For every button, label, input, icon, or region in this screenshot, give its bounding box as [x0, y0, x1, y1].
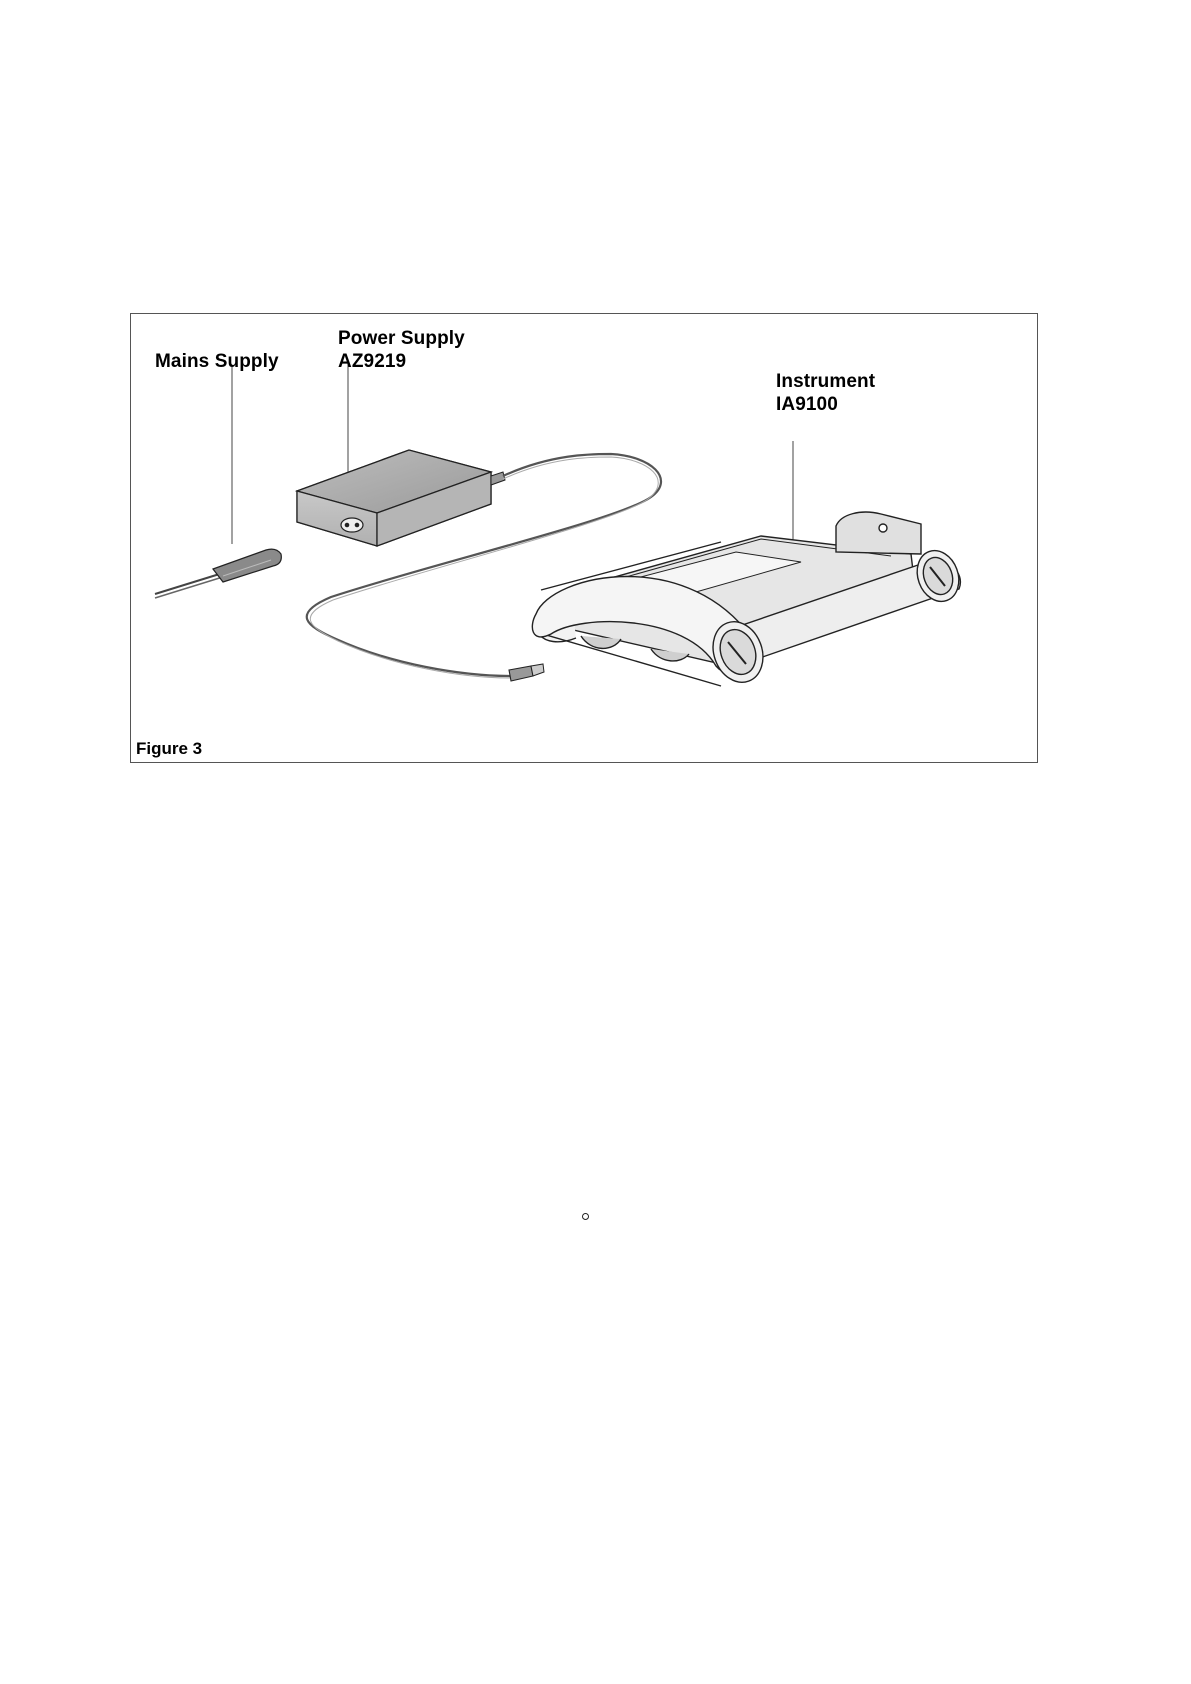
- instrument-code-label: IA9100: [776, 394, 838, 415]
- instrument-name-label: Instrument: [776, 371, 876, 392]
- figure-3-frame: [130, 313, 1038, 763]
- power-supply-name-label: Power Supply: [338, 328, 465, 349]
- iec-socket-icon: [341, 518, 363, 532]
- figure-caption: Figure 3: [136, 739, 203, 758]
- dc-plug: [509, 664, 544, 681]
- mains-supply-label: Mains Supply: [155, 351, 279, 372]
- power-supply-code-label: AZ9219: [338, 351, 407, 372]
- connection-illustration: [131, 314, 1039, 764]
- power-supply-box: [297, 450, 505, 546]
- small-circle-mark: [582, 1213, 589, 1220]
- instrument-body: [532, 512, 965, 689]
- mains-plug: [155, 549, 281, 598]
